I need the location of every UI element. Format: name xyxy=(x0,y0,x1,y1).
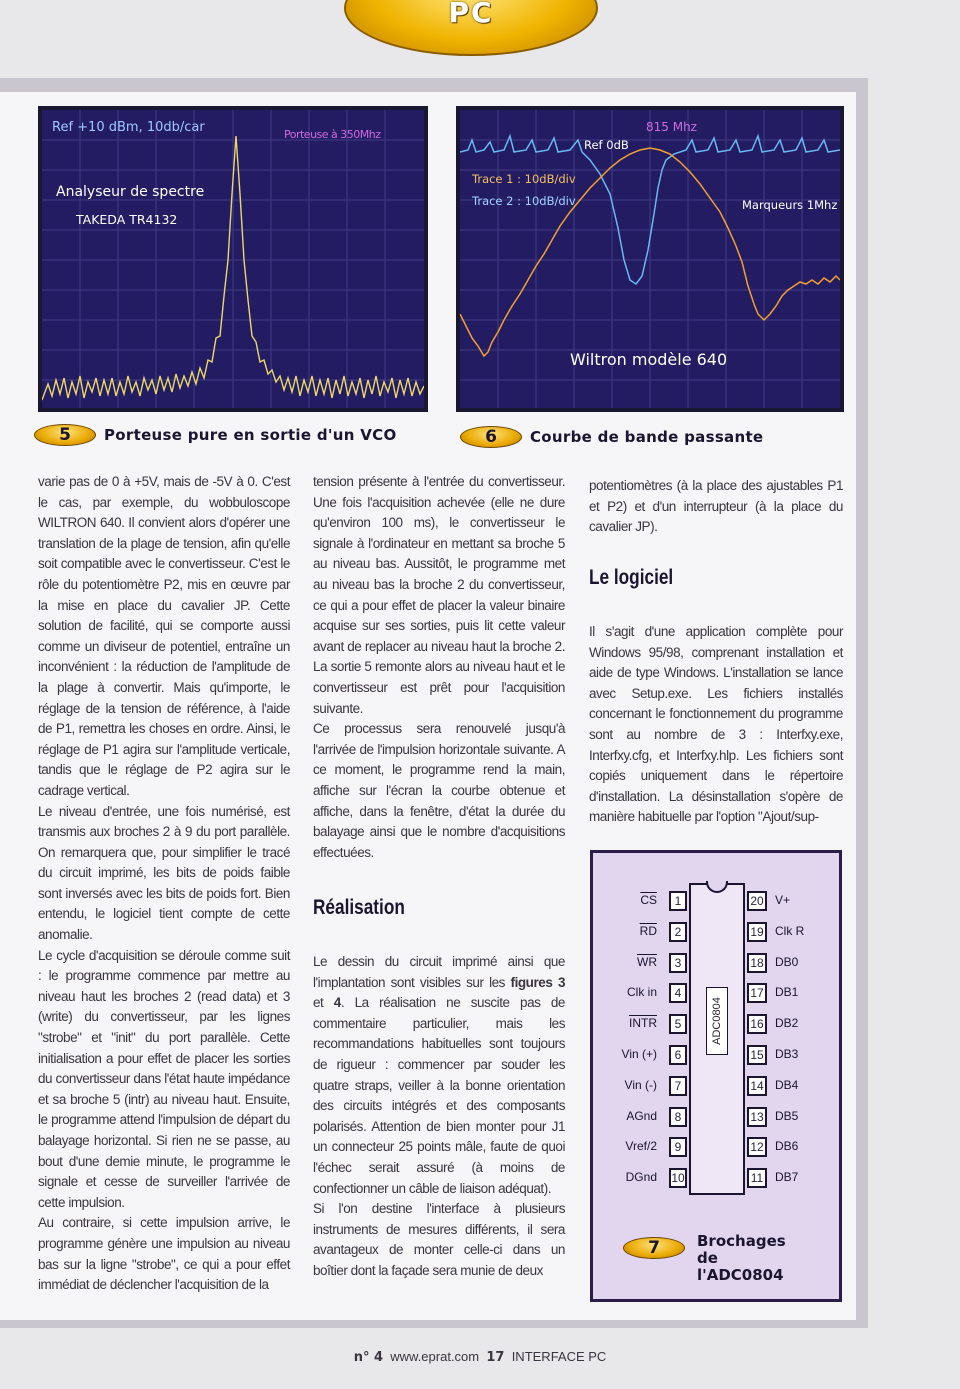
column-2-paragraph: Ce processus sera renouvelé jusqu'à l'arrivée de l'impulsion horizontale suivante. A ce moment, le programme rend la main, affiche sur l'écran la courbe obtenue et affiche, dans la fenêtre, d'état la durée du balayage ainsi que le nombre d'acquisitions effectuées. xyxy=(313,721,565,860)
pin-label-left: Vin (+) xyxy=(621,1047,657,1061)
article-column-2-lower xyxy=(313,952,565,1282)
figure-6-number-badge: 6 xyxy=(460,426,522,448)
page-number: 17 xyxy=(486,1350,505,1365)
pin-label-right: DB7 xyxy=(775,1170,799,1185)
pin-label-right: Clk R xyxy=(775,923,805,938)
pin-number-left: 6 xyxy=(669,1045,687,1065)
realisation-text: . La réalisation ne suscite pas de commentaire particulier, mais les recommandations habituelles sont toujours de rigueur : commencer par souder les quatre straps, veiller à la bonne orientation des circuits intégrés et des composants polarisés. Attention de bien monter pour J1 un connecteur 25 points mâle, faute de quoi l'échec serait assuré (à moins de confectionner un câble de liaison adéquat). xyxy=(313,995,565,1196)
figure-5-spectrum-screen xyxy=(38,106,428,412)
column-1-paragraph: Le niveau d'entrée, une fois numérisé, est transmis aux broches 2 à 9 du port parallèle. On remarquera que, pour simplifier le tracé du circuit imprimé, les bits de poids faible sont inversés avec les bits de poids fort. Bien entendu, le logiciel tient compte de cette anomalie. xyxy=(38,803,290,943)
realisation-paragraph xyxy=(313,952,565,1199)
pin-label-right: DB4 xyxy=(775,1077,799,1092)
figure-6-model-label: Wiltron modèle 640 xyxy=(570,350,728,369)
footer-website: www.eprat.com xyxy=(390,1349,480,1364)
column-3-paragraph: potentiomètres (à la place des ajustables P1 et P2) et d'un interrupteur (à la place du cavalier JP). xyxy=(589,478,843,535)
pin-number-left: 4 xyxy=(669,983,687,1003)
pin-label-left: $\overline{WR}$ xyxy=(637,954,657,969)
pin-number-left: 5 xyxy=(669,1014,687,1034)
figure-reference: 4 xyxy=(333,995,341,1011)
pin-number-left: 10 xyxy=(669,1168,687,1188)
figure-7-number-badge: 7 xyxy=(623,1237,685,1259)
pin-label-right: V+ xyxy=(775,893,791,907)
figure-6-caption-text: Courbe de bande passante xyxy=(530,428,764,446)
pin-label-right: DB6 xyxy=(775,1139,799,1154)
section-heading-logiciel: Le logiciel xyxy=(589,566,674,589)
figure-6-frequency-label: 815 Mhz xyxy=(646,120,697,134)
pin-label-right: DB0 xyxy=(775,954,799,969)
figure-7-caption-line: de xyxy=(697,1249,718,1267)
pin-number-right: 20 xyxy=(747,891,767,911)
pin-number-right: 16 xyxy=(747,1014,767,1034)
pin-number-left: 3 xyxy=(669,953,687,973)
pin-number-right: 19 xyxy=(747,922,767,942)
column-1-paragraph: Le cycle d'acquisition se déroule comme suit : le programme commence par mettre au niveau haut les broches 2 (read data) et 3 (write) du convertisseur, par les lignes "strobe" et "init" du port parallèle. Cette initialisation a pour effet de placer les sorties du convertisseur dans l'état haute impédance et sa broche 5 (intr) au niveau haut. Ensuite, le programme attend l'impulsion de départ du balayage horizontal. Si rien ne se passe, au bout d'une demie minute, le programme le signale et cesse de surveiller l'arrivée de cette impulsion. xyxy=(38,947,290,1210)
column-1-paragraph: varie pas de 0 à +5V, mais de -5V à 0. C'est le cas, par exemple, du wobbuloscope WILTRON 640. Il convient alors d'opérer une translation de la plage de tension, afin qu'elle soit compatible avec le convertisseur. C'est le rôle du potentiomètre P2, mis en œuvre par la mise en place du cavalier JP. Cette solution de facilité, qui se comporte aussi comme un diviseur de potentiel, entraîne un inconvénient : la réduction de l'amplitude de la plage à convertir. Mais qu'importe, le réglage de la tension de référence, à l'aide de P1, remettra les choses en ordre. Ainsi, le réglage de P1 agira sur l'amplitude verticale, tandis que le réglage de P2 agira sur le cadrage vertical. xyxy=(38,474,290,798)
pin-number-left: 7 xyxy=(669,1076,687,1096)
pin-number-right: 11 xyxy=(747,1168,767,1188)
pin-number-left: 8 xyxy=(669,1107,687,1127)
pin-number-right: 14 xyxy=(747,1076,767,1096)
pin-label-right: DB5 xyxy=(775,1108,799,1123)
figure-6-trace1-label: Trace 1 : 10dB/div xyxy=(472,172,576,186)
column-2-paragraph: tension présente à l'entrée du convertisseur. Une fois l'acquisition achevée (elle ne dure qu'environ 100 ms), le convertisseur le signale à l'ordinateur en mettant sa broche 5 au niveau bas. Aussitôt, le programme met au niveau bas la broche 2 du convertisseur, ce qui a pour effet de placer la valeur binaire acquise sur ses sorties, puis lit cette valeur avant de replacer au niveau haut la broche 2. La sortie 5 remonte alors au niveau haut et le convertisseur est prêt pour l'acquisition suivante. xyxy=(313,474,565,716)
pin-label-right: DB3 xyxy=(775,1047,799,1061)
pin-number-left: 2 xyxy=(669,922,687,942)
section-tab-label: PC xyxy=(448,0,494,29)
article-column-1 xyxy=(38,472,290,1296)
pin-label-left: Vref/2 xyxy=(625,1139,657,1154)
pin-label-left: Vin (-) xyxy=(624,1077,657,1092)
pin-label-left: AGnd xyxy=(626,1108,657,1123)
column-1-paragraph: Au contraire, si cette impulsion arrive, le programme génère une impulsion au niveau bas sur la ligne "strobe", ce qui a pour effet immédiat de déclencher l'acquisition de la xyxy=(38,1215,290,1293)
figure-6-trace2-label: Trace 2 : 10dB/div xyxy=(472,194,576,208)
figure-6-caption xyxy=(460,426,763,448)
realisation-text: et xyxy=(313,995,334,1011)
figure-7-pinout-diagram xyxy=(590,850,842,1302)
figure-6-ref-label: Ref 0dB xyxy=(584,138,629,152)
chip-name-label xyxy=(706,987,728,1055)
pin-number-right: 13 xyxy=(747,1107,767,1127)
pin-number-right: 17 xyxy=(747,983,767,1003)
figure-5-ref-label: Ref +10 dBm, 10db/car xyxy=(52,120,205,135)
pin-label-left: INTR xyxy=(629,1016,657,1031)
article-column-3-lower xyxy=(589,622,843,828)
realisation-text: Le dessin du circuit imprimé ainsi que l'implantation sont visibles sur les xyxy=(313,954,565,990)
pin-number-right: 12 xyxy=(747,1137,767,1157)
pin-number-right: 18 xyxy=(747,953,767,973)
pin-label-right: DB2 xyxy=(775,1016,799,1031)
figure-6-markers-label: Marqueurs 1Mhz xyxy=(742,198,838,212)
figure-5-caption xyxy=(34,424,397,446)
figure-7-caption xyxy=(623,1237,685,1259)
figure-7-caption-line: l'ADC0804 xyxy=(697,1266,784,1284)
figure-7-caption-text xyxy=(697,1233,786,1284)
pin-label-left: $\overline{CS}$ xyxy=(640,893,657,907)
article-column-2 xyxy=(313,472,565,863)
figure-reference: figures 3 xyxy=(510,974,566,990)
pin-label-right: DB1 xyxy=(775,985,799,1000)
pin-label-left: Clk in xyxy=(626,985,657,1000)
figure-5-graticule xyxy=(42,110,424,408)
figure-7-caption-line: Brochages xyxy=(697,1232,786,1250)
pin-number-left: 9 xyxy=(669,1137,687,1157)
logiciel-paragraph: Il s'agit d'une application complète pour Windows 95/98, comprenant installation et aide de type Windows. L'installation se lance avec Setup.exe. Les fichiers installés concernant le fonctionnement du programme sont au nombre de 3 : Interfxy.exe, Interfxy.cfg, et Interfxy.hlp. Les fichiers sont copiés uniquement dans le répertoire d'installation. La désinstallation s'opère de manière habituelle par l'option "Ajout/sup- xyxy=(589,624,843,825)
pin-number-left: 1 xyxy=(669,891,687,911)
figure-5-model-label: TAKEDA TR4132 xyxy=(76,212,178,227)
realisation-paragraph: Si l'on destine l'interface à plusieurs instruments de mesures différents, il sera avantageux de monter celle-ci dans un boîtier dont la façade sera munie de deux xyxy=(313,1201,565,1278)
figure-5-number-badge: 5 xyxy=(34,424,96,446)
chip-name-text: ADC0804 xyxy=(711,997,723,1045)
section-heading-realisation: Réalisation xyxy=(313,896,405,919)
issue-number: n° 4 xyxy=(353,1350,384,1365)
page-footer xyxy=(0,1349,960,1365)
footer-section: INTERFACE PC xyxy=(511,1349,607,1364)
pin-label-left: $\overline{RD}$ xyxy=(639,923,657,938)
figure-5-carrier-label: Porteuse à 350Mhz xyxy=(284,128,381,141)
figure-5-analyzer-label: Analyseur de spectre xyxy=(56,184,205,200)
pin-label-left: DGnd xyxy=(625,1170,657,1185)
pin-number-right: 15 xyxy=(747,1045,767,1065)
figure-5-caption-text: Porteuse pure en sortie d'un VCO xyxy=(104,426,397,444)
figure-6-wobbulator-screen xyxy=(456,106,844,412)
article-column-3 xyxy=(589,476,843,538)
